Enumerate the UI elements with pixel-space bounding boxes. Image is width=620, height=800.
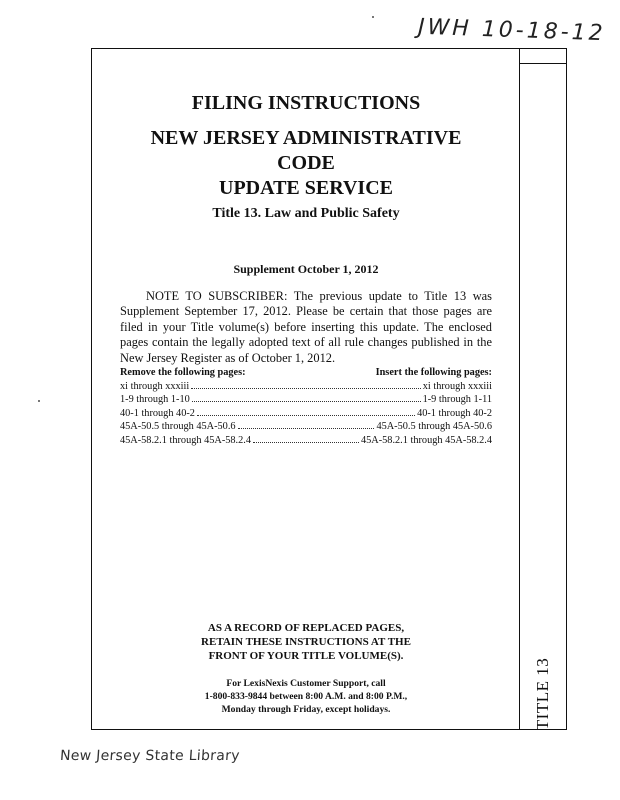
record-notice-line1: AS A RECORD OF REPLACED PAGES, [207, 622, 405, 634]
dot-leader [238, 420, 375, 429]
code-title-line1: NEW JERSEY ADMINISTRATIVE CODE [150, 127, 462, 174]
remove-pages: 45A-50.5 through 45A-50.6 [120, 421, 236, 433]
table-row [120, 434, 492, 448]
table-row [120, 393, 492, 407]
page-title: FILING INSTRUCTIONS [191, 92, 421, 114]
insert-pages: 40-1 through 40-2 [417, 407, 492, 419]
library-stamp: New Jersey State Library [59, 748, 241, 764]
insert-pages: 45A-58.2.1 through 45A-58.2.4 [361, 434, 492, 446]
insert-pages: 45A-50.5 through 45A-50.6 [376, 421, 492, 433]
remove-pages: 1-9 through 1-10 [120, 394, 190, 406]
support-line2: 1-800-833-9844 between 8:00 A.M. and 8:00 P.M., [204, 691, 408, 702]
code-title-line2: UPDATE SERVICE [219, 177, 393, 199]
handwritten-initials-date: JWH 10-18-12 [417, 14, 607, 47]
table-row [120, 407, 492, 421]
insert-pages: xi through xxxiii [422, 380, 492, 392]
support-line3: Monday through Friday, except holidays. [221, 704, 391, 715]
table-row [120, 380, 492, 394]
remove-header: Remove the following pages: [120, 367, 246, 378]
support-line1: For LexisNexis Customer Support, call [226, 678, 386, 689]
supplement-date: Supplement October 1, 2012 [233, 262, 379, 276]
dot-leader [192, 393, 421, 402]
insert-header: Insert the following pages: [375, 367, 492, 378]
table-row [120, 420, 492, 434]
record-notice-line3: FRONT OF YOUR TITLE VOLUME(S). [208, 650, 404, 662]
spine-panel [519, 49, 566, 729]
customer-support-notice [120, 677, 492, 716]
note-to-subscriber: NOTE TO SUBSCRIBER: The previous update to Title 13 was Supplement September 17, 2012. Please be certain that those pages are filed in your Title volume(s) before inserting this update. The enclosed pages contain the legally adopted text of all rule changes published in the New Jersey Register as of October 1, 2012. [120, 289, 492, 365]
record-notice-line2: RETAIN THESE INSTRUCTIONS AT THE [201, 636, 411, 648]
remove-pages: 40-1 through 40-2 [120, 407, 195, 419]
spine-divider [520, 63, 566, 64]
insert-pages: 1-9 through 1-11 [422, 394, 492, 406]
code-title [120, 126, 492, 201]
remove-pages: xi through xxxiii [120, 380, 190, 392]
pages-table [120, 367, 492, 448]
dot-leader [253, 434, 359, 443]
document-frame [91, 48, 567, 730]
remove-pages: 45A-58.2.1 through 45A-58.2.4 [120, 434, 251, 446]
scan-speck [38, 400, 40, 402]
title-subject: Title 13. Law and Public Safety [212, 206, 400, 221]
dot-leader [197, 407, 415, 416]
record-notice [120, 621, 492, 663]
spine-title-label: TITLE 13 [533, 657, 552, 731]
pages-table-header [120, 367, 492, 380]
dot-leader [191, 380, 421, 389]
scan-speck [372, 16, 374, 18]
